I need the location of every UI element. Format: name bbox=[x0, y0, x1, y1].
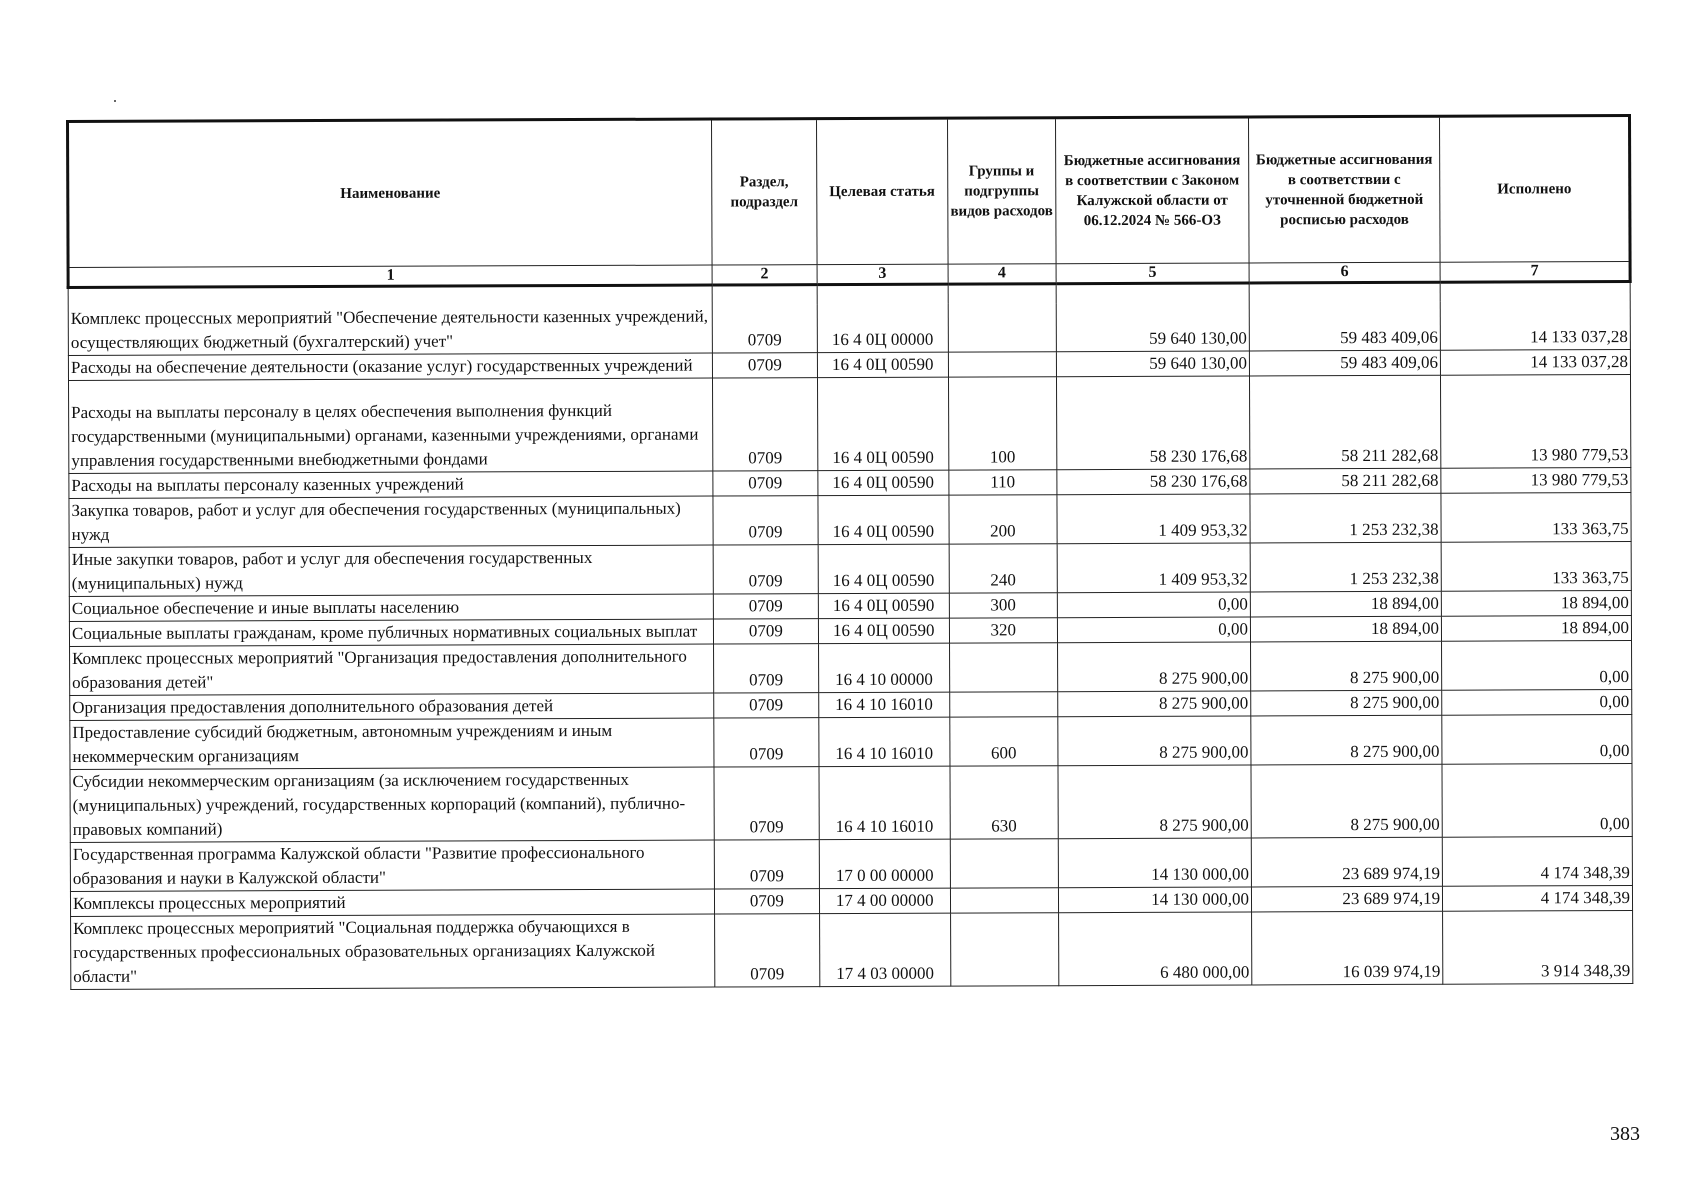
table-row bbox=[70, 640, 1632, 695]
row-target-article: 16 4 0Ц 00000 bbox=[817, 304, 948, 353]
row-section: 0709 bbox=[713, 545, 818, 594]
row-section: 0709 bbox=[712, 353, 817, 378]
row-expense-group bbox=[950, 913, 1058, 986]
row-executed: 4 174 348,39 bbox=[1442, 885, 1632, 911]
row-law-allocation: 0,00 bbox=[1057, 617, 1250, 643]
row-expense-group: 320 bbox=[949, 618, 1057, 643]
row-section: 0709 bbox=[714, 644, 819, 693]
row-executed: 133 363,75 bbox=[1441, 492, 1631, 542]
column-number: 4 bbox=[948, 264, 1056, 284]
row-expense-group: 240 bbox=[949, 544, 1057, 593]
row-section: 0709 bbox=[712, 378, 817, 471]
header-row bbox=[68, 115, 1631, 267]
header-refined-allocations: Бюджетные ассигнования в соответствии с уточненной бюджетной росписью расходов bbox=[1249, 116, 1441, 263]
column-number: 6 bbox=[1249, 262, 1440, 283]
row-expense-group bbox=[948, 303, 1056, 352]
scan-speck bbox=[114, 100, 116, 102]
row-executed: 4 174 348,39 bbox=[1442, 836, 1632, 886]
row-law-allocation: 58 230 176,68 bbox=[1056, 376, 1250, 470]
row-name: Социальные выплаты гражданам, кроме публичных нормативных социальных выплат bbox=[69, 619, 713, 646]
row-executed: 14 133 037,28 bbox=[1440, 349, 1630, 375]
row-refined-allocation: 16 039 974,19 bbox=[1252, 911, 1443, 985]
row-expense-group bbox=[948, 352, 1056, 377]
table-row bbox=[71, 910, 1633, 989]
row-expense-group: 200 bbox=[949, 495, 1057, 544]
row-name: Расходы на выплаты персоналу казенных учреждений bbox=[69, 471, 713, 498]
row-name: Организация предоставления дополнительного образования детей bbox=[70, 693, 714, 720]
row-refined-allocation: 23 689 974,19 bbox=[1251, 837, 1442, 887]
row-target-article: 16 4 0Ц 00590 bbox=[818, 593, 949, 619]
row-executed: 18 894,00 bbox=[1441, 615, 1631, 641]
row-executed: 13 980 779,53 bbox=[1441, 467, 1631, 493]
row-executed: 18 894,00 bbox=[1441, 590, 1631, 616]
row-executed: 0,00 bbox=[1442, 640, 1632, 690]
row-name: Субсидии некоммерческим организациям (за исключением государственных (муниципальных) учреждений, государственных корпораций (компаний), публично-правовых компаний) bbox=[70, 767, 714, 842]
row-executed: 0,00 bbox=[1442, 763, 1632, 837]
row-section: 0709 bbox=[712, 304, 817, 353]
header-law-allocations: Бюджетные ассигнования в соответствии с Законом Калужской области от 06.12.2024 № 566-ОЗ bbox=[1055, 117, 1249, 264]
row-law-allocation: 59 640 130,00 bbox=[1056, 302, 1249, 351]
row-name: Предоставление субсидий бюджетным, автономным учреждениям и иным некоммерческим организациям bbox=[70, 718, 714, 769]
row-name: Социальное обеспечение и иные выплаты населению bbox=[69, 594, 713, 621]
row-section: 0709 bbox=[714, 767, 819, 840]
row-law-allocation: 6 480 000,00 bbox=[1058, 912, 1251, 986]
row-refined-allocation: 8 275 900,00 bbox=[1251, 715, 1442, 765]
budget-table bbox=[66, 114, 1634, 990]
row-executed: 0,00 bbox=[1442, 714, 1632, 764]
row-expense-group bbox=[949, 692, 1057, 717]
row-refined-allocation: 59 483 409,06 bbox=[1249, 302, 1440, 351]
row-name: Расходы на выплаты персоналу в целях обеспечения выполнения функций государственными (муниципальными) органами, казенными учреждениями, органами управления государственными внебюджетными фондами bbox=[69, 378, 713, 473]
row-expense-group bbox=[949, 643, 1057, 692]
page-number: 383 bbox=[1610, 1123, 1640, 1145]
row-executed: 0,00 bbox=[1442, 689, 1632, 715]
row-target-article: 17 0 00 00000 bbox=[819, 839, 950, 889]
row-target-article: 16 4 0Ц 00590 bbox=[817, 352, 948, 378]
column-number: 7 bbox=[1440, 261, 1630, 282]
row-section: 0709 bbox=[714, 718, 819, 767]
header-executed: Исполнено bbox=[1440, 115, 1631, 262]
row-expense-group: 110 bbox=[949, 470, 1057, 495]
row-refined-allocation: 58 211 282,68 bbox=[1250, 375, 1441, 469]
row-name: Комплекс процессных мероприятий "Организация предоставления дополнительного образования детей" bbox=[70, 644, 714, 695]
row-name: Государственная программа Калужской области "Развитие профессионального образования и науки в Калужской области" bbox=[70, 840, 714, 891]
row-refined-allocation: 1 253 232,38 bbox=[1250, 493, 1441, 543]
row-expense-group bbox=[950, 888, 1058, 913]
row-executed: 133 363,75 bbox=[1441, 541, 1631, 591]
row-refined-allocation: 18 894,00 bbox=[1250, 591, 1441, 617]
row-refined-allocation: 8 275 900,00 bbox=[1251, 641, 1442, 691]
row-section: 0709 bbox=[713, 471, 818, 496]
row-expense-group bbox=[950, 839, 1058, 888]
row-law-allocation: 14 130 000,00 bbox=[1058, 887, 1251, 913]
row-name: Комплекс процессных мероприятий "Обеспечение деятельности казенных учреждений, осуществляющих бюджетный (бухгалтерский) учет" bbox=[68, 305, 712, 356]
header-section: Раздел, подраздел bbox=[712, 119, 817, 265]
column-number: 1 bbox=[68, 265, 712, 287]
header-expense-groups: Группы и подгруппы видов расходов bbox=[947, 118, 1056, 264]
row-law-allocation: 0,00 bbox=[1057, 592, 1250, 618]
row-refined-allocation: 58 211 282,68 bbox=[1250, 468, 1441, 494]
row-executed: 13 980 779,53 bbox=[1441, 374, 1631, 468]
row-law-allocation: 8 275 900,00 bbox=[1057, 642, 1250, 692]
row-law-allocation: 59 640 130,00 bbox=[1056, 351, 1249, 377]
row-law-allocation: 8 275 900,00 bbox=[1058, 691, 1251, 717]
row-target-article: 16 4 0Ц 00590 bbox=[817, 377, 948, 471]
row-law-allocation: 8 275 900,00 bbox=[1058, 765, 1251, 839]
row-refined-allocation: 59 483 409,06 bbox=[1249, 350, 1440, 376]
header-target-article: Целевая статья bbox=[816, 118, 948, 265]
row-law-allocation: 1 409 953,32 bbox=[1057, 543, 1250, 593]
row-expense-group: 600 bbox=[950, 717, 1058, 766]
row-refined-allocation: 8 275 900,00 bbox=[1251, 690, 1442, 716]
row-refined-allocation: 1 253 232,38 bbox=[1250, 542, 1441, 592]
table-row bbox=[69, 541, 1631, 596]
row-section: 0709 bbox=[713, 496, 818, 545]
row-refined-allocation: 23 689 974,19 bbox=[1251, 886, 1442, 912]
row-expense-group: 630 bbox=[950, 766, 1058, 839]
table-row bbox=[69, 492, 1631, 547]
row-name: Расходы на обеспечение деятельности (оказание услуг) государственных учреждений bbox=[68, 353, 712, 380]
row-section: 0709 bbox=[714, 889, 819, 914]
row-section: 0709 bbox=[713, 619, 818, 644]
column-number: 3 bbox=[817, 264, 948, 285]
row-target-article: 16 4 0Ц 00590 bbox=[818, 618, 949, 644]
row-target-article: 16 4 0Ц 00590 bbox=[818, 470, 949, 496]
column-number: 5 bbox=[1056, 263, 1249, 284]
table-row bbox=[69, 374, 1631, 473]
row-section: 0709 bbox=[713, 594, 818, 619]
row-name: Закупка товаров, работ и услуг для обеспечения государственных (муниципальных) нужд bbox=[69, 496, 713, 547]
column-number: 2 bbox=[712, 265, 817, 285]
row-target-article: 16 4 10 16010 bbox=[819, 766, 950, 840]
row-target-article: 17 4 03 00000 bbox=[819, 913, 950, 987]
row-target-article: 16 4 10 16010 bbox=[819, 717, 950, 767]
row-target-article: 16 4 10 00000 bbox=[818, 643, 949, 693]
header-name: Наименование bbox=[68, 119, 713, 267]
table-row bbox=[70, 836, 1632, 891]
row-section: 0709 bbox=[714, 693, 819, 718]
row-law-allocation: 14 130 000,00 bbox=[1058, 838, 1251, 888]
row-law-allocation: 58 230 176,68 bbox=[1057, 469, 1250, 495]
row-refined-allocation: 18 894,00 bbox=[1250, 616, 1441, 642]
row-expense-group: 300 bbox=[949, 593, 1057, 618]
table-row bbox=[70, 763, 1632, 842]
row-law-allocation: 1 409 953,32 bbox=[1057, 494, 1250, 544]
row-section: 0709 bbox=[715, 914, 820, 987]
row-target-article: 16 4 0Ц 00590 bbox=[818, 495, 949, 545]
row-name: Иные закупки товаров, работ и услуг для обеспечения государственных (муниципальных) нужд bbox=[69, 545, 713, 596]
table-row bbox=[68, 301, 1630, 355]
row-target-article: 16 4 0Ц 00590 bbox=[818, 544, 949, 594]
row-target-article: 17 4 00 00000 bbox=[819, 888, 950, 914]
row-law-allocation: 8 275 900,00 bbox=[1058, 716, 1251, 766]
row-executed: 3 914 348,39 bbox=[1443, 910, 1633, 984]
row-executed: 14 133 037,28 bbox=[1440, 301, 1630, 350]
row-section: 0709 bbox=[714, 840, 819, 889]
table-row bbox=[70, 714, 1632, 769]
row-name: Комплексы процессных мероприятий bbox=[70, 889, 714, 916]
row-target-article: 16 4 10 16010 bbox=[818, 692, 949, 718]
row-refined-allocation: 8 275 900,00 bbox=[1251, 764, 1442, 838]
row-expense-group: 100 bbox=[948, 377, 1056, 470]
row-name: Комплекс процессных мероприятий "Социальная поддержка обучающихся в государственных профессиональных образовательных организациях Калужской области" bbox=[71, 914, 715, 989]
